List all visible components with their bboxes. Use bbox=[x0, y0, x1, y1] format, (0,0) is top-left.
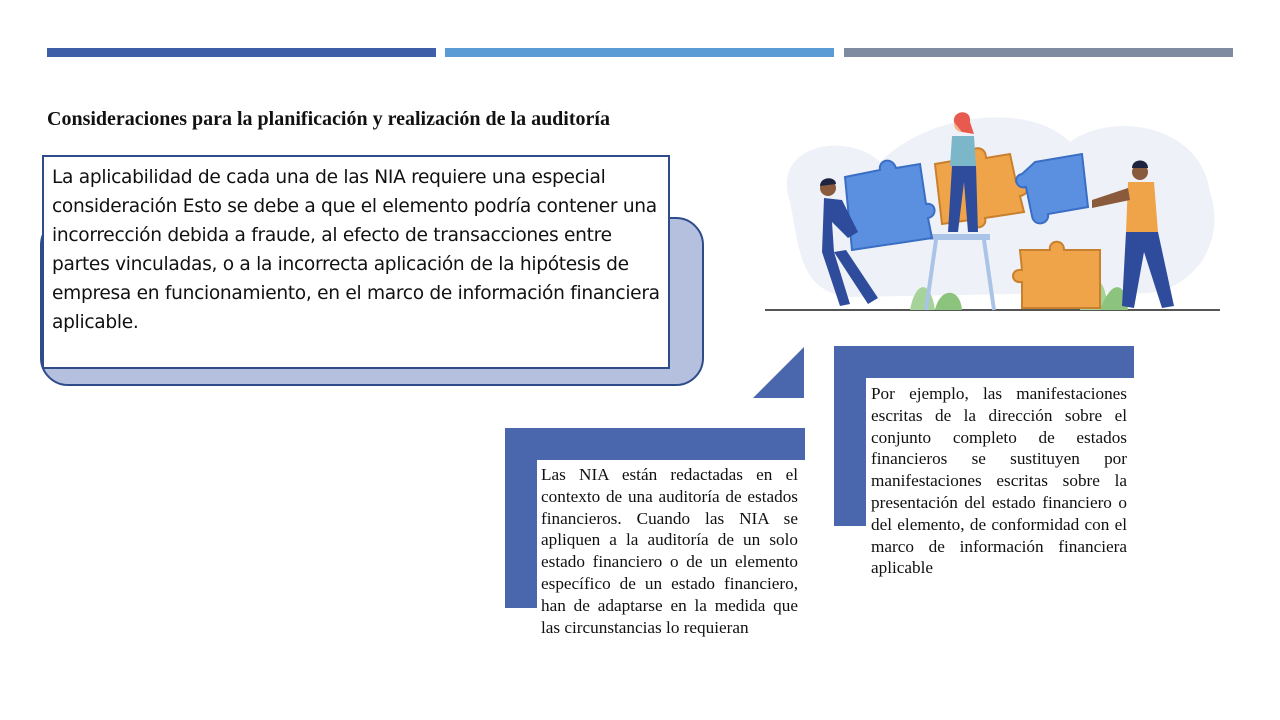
decorative-triangle bbox=[753, 347, 804, 398]
header-bar-3 bbox=[844, 48, 1233, 57]
header-bar-2 bbox=[445, 48, 834, 57]
left-bracket-side bbox=[505, 428, 537, 608]
left-bracket-top bbox=[505, 428, 805, 460]
header-bar-1 bbox=[47, 48, 436, 57]
puzzle-team-illustration bbox=[730, 82, 1255, 340]
right-column-text: Por ejemplo, las manifestaciones escritas de la dirección sobre el conjunto completo de estados financieros se sustituyen por manifestaciones escritas sobre la presentación del estado financiero o del elemento, de conformidad con el marco de información financiera aplicable bbox=[871, 384, 1127, 578]
right-bracket-top bbox=[834, 346, 1134, 378]
main-text-box bbox=[42, 155, 670, 369]
slide-title: Consideraciones para la planificación y realización de la auditoría bbox=[47, 108, 610, 130]
right-bracket-side bbox=[834, 346, 866, 526]
main-paragraph: La aplicabilidad de cada una de las NIA requiere una especial consideración Esto se debe a que el elemento podría contener una incorrección debida a fraude, al efecto de transacciones entre partes vinculadas, o a la incorrecta aplicación de la hipótesis de empresa en funcionamiento, en el marco de información financiera aplicable. bbox=[52, 167, 660, 333]
left-column-text: Las NIA están redactadas en el contexto de una auditoría de estados financieros. Cuando las NIA se apliquen a la auditoría de un solo estado financiero o de un elemento específico de un estado financiero, han de adaptarse en la medida que las circunstancias lo requieran bbox=[541, 465, 798, 637]
